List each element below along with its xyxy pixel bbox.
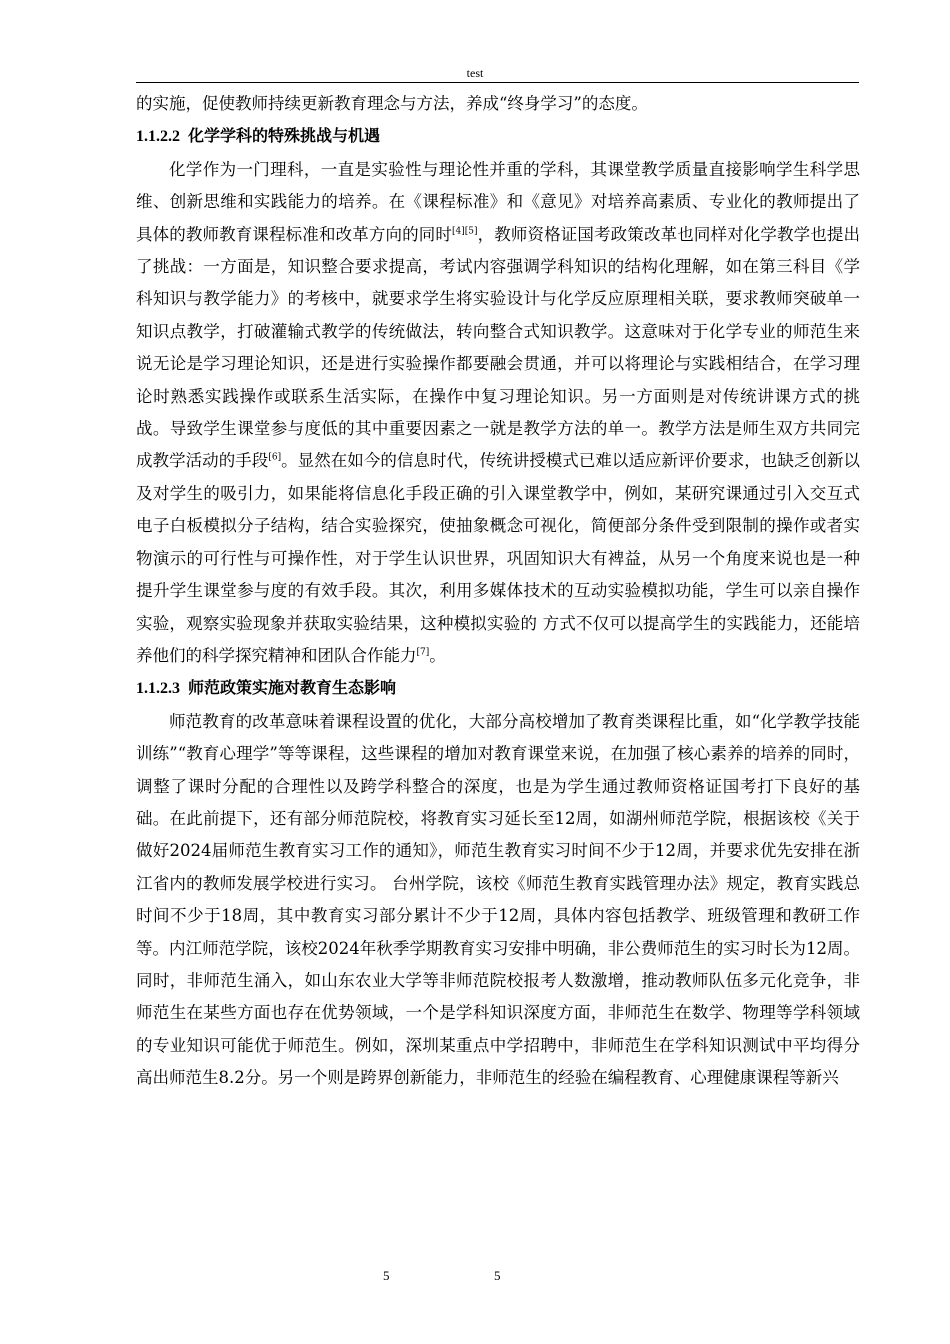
section-heading-1-1-2-3 [136,672,860,705]
section-number: 1.1.2.2 [136,128,180,146]
section-number: 1.1.2.3 [136,680,180,698]
citation-ref: [4][5] [452,226,478,237]
text-run: 化学作为一门理科，一直是实验性与理论性并重的学科，其课堂教学质量直接影响学生科学思维、创新思维和实践能力的培养。在《课程标准》和《意见》对培养高素质、专业化的教师提出了具体的教师教育课程标准和改革方向的同时 [136,159,860,244]
page-number-left: 5 [383,1268,390,1283]
text-run: ，教师资格证国考政策改革也同样对化学教学也提出了挑战：一方面是，知识整合要求提高，考试内容强调学科知识的结构化理解，如在第三科目《学科知识与教学能力》的考核中，就要求学生将实验设计与化学反应原理相关联，要求教师突破单一知识点教学，打破灌输式教学的传统做法，转向整合式知识教学。这意味对于化学专业的师范生来说无论是学习理论知识，还是进行实验操作都要融会贯通，并可以将理论与实践相结合，在学习理论时熟悉实践操作或联系生活实际，在操作中复习理论知识。另一方面则是对传统讲课方式的挑战。导致学生课堂参与度低的其中重要因素之一就是教学方法的单一。教学方法是师生双方共同完成教学活动的手段 [136,224,861,471]
page-number-right: 5 [494,1268,501,1283]
page-header-title: test [466,66,484,80]
text-run: 。 [429,645,446,665]
section-title: 师范政策实施对教育生态影响 [188,678,397,698]
document-body [136,88,860,1095]
paragraph-policy-impact: 师范教育的改革意味着课程设置的优化，大部分高校增加了教育类课程比重，如“化学教学技能训练”“教育心理学”等等课程，这些课程的增加对教育课堂来说，在加强了核心素养的培养的同时，调整了课时分配的合理性以及跨学科整合的深度，也是为学生通过教师资格证国考打下良好的基础。在此前提下，还有部分师范院校，将教育实习延长至12周，如湖州师范学院，根据该校《关于做好2024届师范生教育实习工作的通知》，师范生教育实习时间不少于12周，并要求优先安排在浙江省内的教师发展学校进行实习。 台州学院，该校《师范生教育实践管理办法》规定，教育实践总时间不少于18周，其中教育实习部分累计不少于12周，具体内容包括教学、班级管理和教研工作等。内江师范学院，该校2024年秋季学期教育实习安排中明确，非公费师范生的实习时长为12周。同时，非师范生涌入，如山东农业大学等非师范院校报考人数激增，推动教师队伍多元化竞争，非师范生在某些方面也存在优势领域，一个是学科知识深度方面，非师范生在数学、物理等学科领域的专业知识可能优于师范生。例如，深圳某重点中学招聘中，非师范生在学科知识测试中平均得分高出师范生8.2分。另一个则是跨界创新能力，非师范生的经验在编程教育、心理健康课程等新兴 [136,711,860,1088]
citation-ref: [7] [416,647,430,658]
citation-ref: [6] [268,452,282,463]
section-heading-1-1-2-2 [136,120,860,153]
header-divider [136,82,859,83]
paragraph-chemistry-challenges [136,154,860,673]
text-run: 。显然在如今的信息时代，传统讲授模式已难以适应新评价要求，也缺乏创新以及对学生的吸引力，如果能将信息化手段正确的引入课堂教学中，例如，某研究课通过引入交互式电子白板模拟分子结构，结合实验探究，使抽象概念可视化，简便部分条件受到限制的操作或者实物演示的可行性与可操作性，对于学生认识世界，巩固知识大有裨益，从另一个角度来说也是一种提升学生课堂参与度的有效手段。其次，利用多媒体技术的互动实验模拟功能，学生可以亲自操作实验，观察实验现象并获取实验结果，这种模拟实验的 方式不仅可以提高学生的实践能力，还能培养他们的科学探究精神和团队合作能力 [136,451,861,665]
section-title: 化学学科的特殊挑战与机遇 [188,126,381,146]
paragraph-continuation: 的实施，促使教师持续更新教育理念与方法，养成“终身学习”的态度。 [136,94,648,113]
